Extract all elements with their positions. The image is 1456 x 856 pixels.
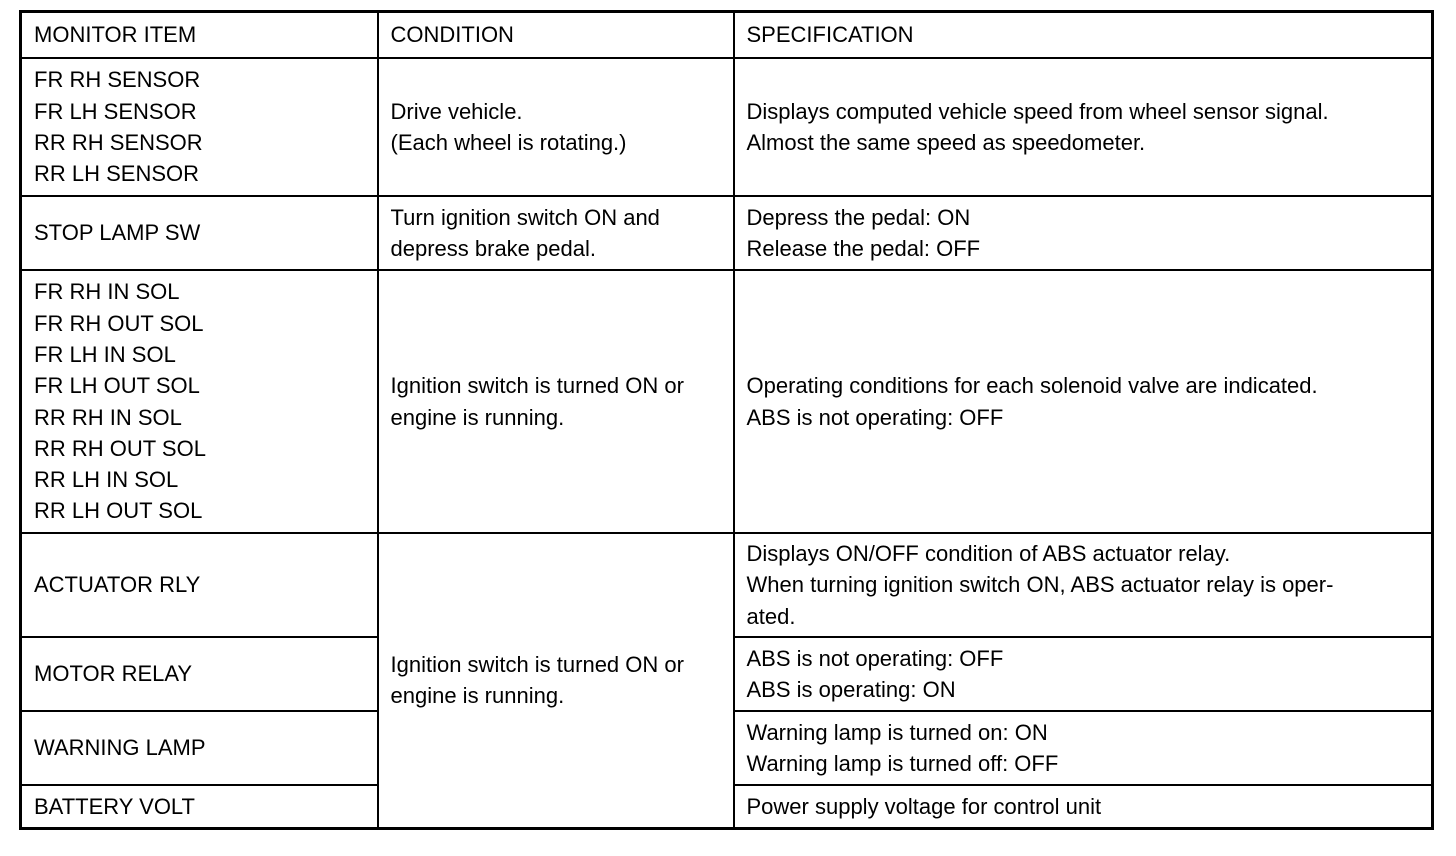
specification-cell	[734, 711, 1433, 785]
condition-text: (Each wheel is rotating.)	[390, 130, 627, 155]
specification-text: Displays computed vehicle speed from wheel sensor signal.	[746, 98, 1329, 124]
monitor-item-cell	[21, 711, 378, 785]
monitor-item-cell	[21, 196, 378, 270]
specification-cell	[734, 58, 1433, 196]
header-condition: CONDITION	[378, 12, 734, 59]
monitor-item-cell	[21, 533, 378, 637]
condition-cell	[378, 533, 734, 828]
specification-text: Displays ON/OFF condition of ABS actuator relay.	[746, 541, 1231, 567]
specification-text: Operating conditions for each solenoid valve are indicated.	[746, 373, 1318, 399]
monitor-item-text: RR LH IN SOL	[34, 467, 179, 493]
monitor-item-text: ACTUATOR RLY	[34, 572, 201, 598]
monitor-item-text: BATTERY VOLT	[34, 793, 195, 819]
monitor-item-text: FR RH OUT SOL	[34, 310, 204, 336]
monitor-item-cell	[21, 785, 378, 828]
specification-text: Almost the same speed as speedometer.	[746, 130, 1146, 155]
specification-text: Release the pedal: OFF	[746, 236, 981, 261]
monitor-item-text: MOTOR RELAY	[34, 661, 193, 687]
monitor-item-cell	[21, 270, 378, 533]
condition-text: Ignition switch is turned ON or	[390, 373, 684, 399]
specification-cell	[734, 270, 1433, 533]
specification-text: ABS is not operating: OFF	[746, 404, 1004, 430]
condition-text: Drive vehicle.	[390, 98, 523, 124]
table-row	[21, 270, 1433, 533]
condition-cell	[378, 270, 734, 533]
monitor-item-text: WARNING LAMP	[34, 735, 206, 761]
specification-text: ated.	[746, 603, 796, 629]
condition-text: Ignition switch is turned ON or	[390, 651, 684, 677]
monitor-item-text: RR RH SENSOR	[34, 130, 203, 155]
monitor-item-text: RR LH SENSOR	[34, 161, 200, 187]
monitor-item-text: STOP LAMP SW	[34, 220, 201, 246]
monitor-item-text: RR LH OUT SOL	[34, 498, 203, 524]
monitor-item-text: RR RH OUT SOL	[34, 435, 206, 461]
specification-text: ABS is operating: ON	[746, 677, 956, 702]
specification-cell	[734, 785, 1433, 828]
header-monitor-item: MONITOR ITEM	[21, 12, 378, 59]
condition-text: depress brake pedal.	[390, 236, 596, 261]
condition-text: Turn ignition switch ON and	[390, 204, 660, 230]
specification-text: Power supply voltage for control unit	[746, 793, 1102, 819]
condition-cell	[378, 58, 734, 196]
monitor-item-text: FR RH IN SOL	[34, 279, 180, 305]
header-specification: SPECIFICATION	[734, 12, 1433, 59]
condition-cell	[378, 196, 734, 270]
condition-text: engine is running.	[390, 683, 565, 709]
monitor-item-text: FR LH SENSOR	[34, 98, 197, 124]
specification-cell	[734, 533, 1433, 637]
condition-text: engine is running.	[390, 404, 565, 430]
monitor-item-text: FR LH OUT SOL	[34, 373, 200, 399]
specification-text: Depress the pedal: ON	[746, 204, 971, 230]
table-row	[21, 533, 1433, 637]
monitor-item-cell	[21, 58, 378, 196]
specification-text: Warning lamp is turned off: OFF	[746, 751, 1059, 776]
monitor-item-text: FR RH SENSOR	[34, 67, 201, 93]
monitor-table	[19, 10, 1434, 830]
specification-text: When turning ignition switch ON, ABS actuator relay is oper-	[746, 572, 1334, 598]
monitor-item-text: FR LH IN SOL	[34, 341, 176, 367]
monitor-item-text: RR RH IN SOL	[34, 404, 182, 430]
specification-cell	[734, 196, 1433, 270]
monitor-item-cell	[21, 637, 378, 711]
table-row	[21, 58, 1433, 196]
header-row	[21, 12, 1433, 59]
specification-cell	[734, 637, 1433, 711]
specification-text: Warning lamp is turned on: ON	[746, 719, 1048, 745]
table-row	[21, 196, 1433, 270]
specification-text: ABS is not operating: OFF	[746, 645, 1004, 671]
